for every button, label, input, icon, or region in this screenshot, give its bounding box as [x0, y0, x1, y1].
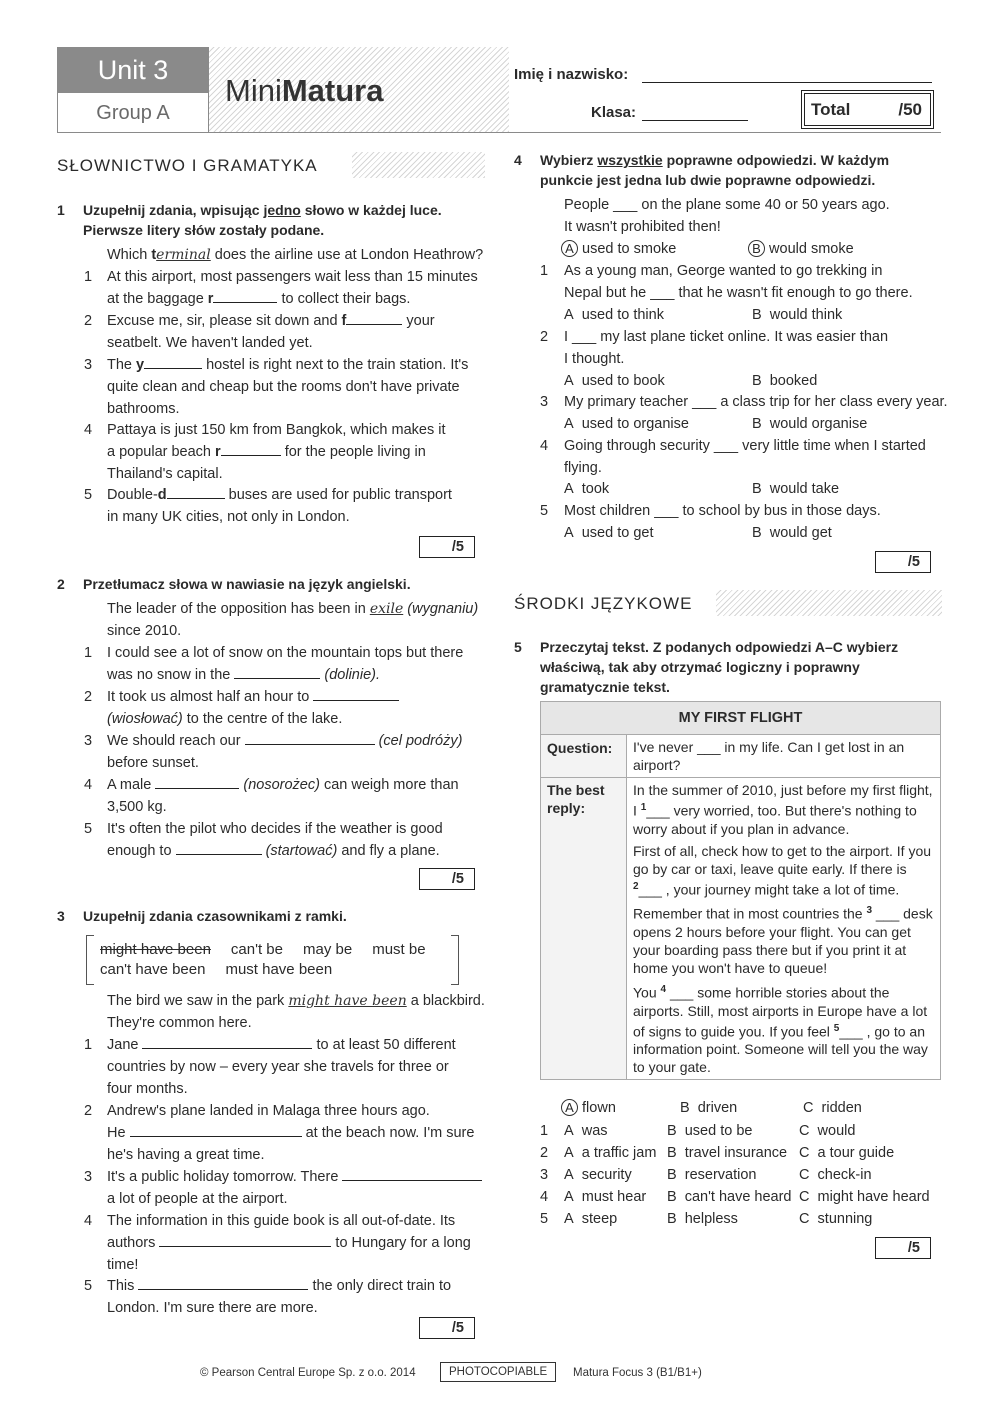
flight-table — [540, 701, 941, 1080]
ex5-example-opt-b: B driven — [680, 1100, 738, 1116]
ex1-item3: The y hostel is right next to the train station. It's quite clean and cheap but the rooms don't have private bathrooms. — [107, 357, 469, 417]
ex5-instruction: Przeczytaj tekst. Z podanych odpowiedzi A–C wybierz właściwą, tak aby otrzymać logiczny i poprawny gramatycznie tekst. — [540, 639, 899, 695]
ex1-item2-num: 2 — [84, 313, 93, 329]
ex1-instruction: Uzupełnij zdania, wpisując jedno słowo w każdej luce. Pierwsze litery słów zostały podane. — [83, 202, 442, 238]
brand-bold: Matura — [281, 73, 384, 108]
ex2-item1: I could see a lot of snow on the mountain tops but there was no snow in the (dolinie). — [107, 645, 464, 683]
ex3-item4: The information in this guide book is all out-of-date. Its authors to Hungary for a long time! — [107, 1213, 471, 1273]
ex4-item3-opt-a[interactable]: A used to organise — [564, 416, 689, 432]
ex4-item1-opt-a[interactable]: A used to think — [564, 307, 664, 323]
brand-title — [225, 73, 383, 109]
ex4-item2: I ___ my last plane ticket online. It was easier than I thought. — [564, 329, 889, 367]
name-label: Imię i nazwisko: — [514, 66, 629, 83]
ex5-item5-opt-a[interactable]: A steep — [564, 1211, 618, 1227]
ex3-item5-blank[interactable] — [138, 1276, 308, 1290]
ex5-item4-opt-b[interactable]: B can't have heard — [667, 1189, 792, 1205]
ex1-item3-blank[interactable] — [144, 355, 202, 369]
ex1-item2-blank[interactable] — [346, 311, 402, 325]
circled-answer: B — [748, 240, 765, 257]
ex1-item4-num: 4 — [84, 422, 93, 438]
class-label: Klasa: — [591, 104, 637, 121]
circled-answer: A — [561, 240, 578, 257]
ex4-item1: As a young man, George wanted to go trekking in Nepal but he ___ that he wasn't fit enough to go there. — [564, 263, 913, 301]
ex4-score: /5 — [875, 551, 931, 573]
ex3-item1-blank[interactable] — [142, 1035, 312, 1049]
name-field[interactable] — [642, 82, 932, 83]
ex1-item5-num: 5 — [84, 487, 93, 503]
ex5-item4-opt-c[interactable]: C might have heard — [799, 1189, 930, 1205]
ex4-item4-num: 4 — [540, 438, 549, 454]
ex3-score: /5 — [419, 1317, 475, 1339]
box-row2 — [100, 961, 332, 978]
total-box — [804, 93, 931, 126]
unit-badge: Unit 3 — [57, 47, 209, 93]
ex2-item2: It took us almost half an hour to (wiosłować) to the centre of the lake. — [107, 686, 492, 730]
ex1-item4: Pattaya is just 150 km from Bangkok, which makes it a popular beach r for the people living in Thailand's capital. — [107, 422, 446, 482]
ex1-item5: Double-d buses are used for public transport in many UK cities, not only in London. — [107, 487, 452, 525]
ex2-instruction: Przetłumacz słowa w nawiasie na język angielski. — [83, 576, 411, 592]
reply-paragraph: You $^4$ ___ some horrible stories about the airports. Still, most airports in Europe have a lot of signs to guide you. If you feel $^5$___ , go to an information point. Someone will tell you the way to your gate. — [633, 983, 928, 1076]
ex3-instruction: Uzupełnij zdania czasownikami z ramki. — [83, 908, 347, 924]
ex2-item5-blank[interactable] — [176, 841, 262, 855]
reply-text — [627, 778, 941, 1080]
group-label: Group A — [57, 93, 209, 133]
ex3-item2-num: 2 — [84, 1103, 93, 1119]
ex3-item2-blank[interactable] — [130, 1123, 302, 1137]
ex1-item2: Excuse me, sir, please sit down and f your seatbelt. We haven't landed yet. — [107, 313, 435, 351]
ex2-score: /5 — [419, 868, 475, 890]
reply-paragraph: In the summer of 2010, just before my first flight, I $^1$___ very worried, too. But there's nothing to worry about if you plan in advance. — [633, 782, 933, 837]
ex3-item3-blank[interactable] — [342, 1167, 482, 1181]
ex2-item3-num: 3 — [84, 733, 93, 749]
ex1-item1: At this airport, most passengers wait less than 15 minutes at the baggage r to collect their bags. — [107, 269, 478, 307]
header-rule — [209, 132, 941, 133]
ex2-item2-blank[interactable] — [313, 687, 399, 701]
ex5-number: 5 — [514, 639, 522, 655]
table-title: MY FIRST FLIGHT — [541, 702, 941, 735]
brand-light: Mini — [225, 73, 282, 108]
ex5-item-num: 1 — [540, 1123, 549, 1139]
ex3-item3-num: 3 — [84, 1169, 93, 1185]
ex3-item1: Jane to at least 50 different countries by now – every year she travels for three or four months. — [107, 1037, 456, 1097]
question-text: I've never ___ in my life. Can I get lost in an airport? — [627, 735, 941, 778]
ex1-item4-blank[interactable] — [221, 442, 281, 456]
ex5-item-num: 2 — [540, 1145, 549, 1161]
ex4-item4-opt-b[interactable]: B would take — [752, 481, 840, 497]
ex2-item4-blank[interactable] — [155, 775, 239, 789]
ex2-number: 2 — [57, 576, 65, 592]
ex3-example: The bird we saw in the park might have been a blackbird. They're common here. — [107, 993, 485, 1031]
ex3-item1-num: 1 — [84, 1037, 93, 1053]
box-word: can't have been — [100, 961, 206, 978]
ex5-item3-opt-c[interactable]: C check-in — [799, 1167, 872, 1183]
ex4-item3: My primary teacher ___ a class trip for her class every year. — [564, 394, 948, 410]
ex5-item3-opt-b[interactable]: B reservation — [667, 1167, 757, 1183]
ex3-item5: This the only direct train to London. I'm sure there are more. — [107, 1278, 452, 1316]
ex5-example-opt-a: A flown — [561, 1097, 616, 1119]
ex4-item5: Most children ___ to school by bus in those days. — [564, 503, 881, 519]
ex1-item1-num: 1 — [84, 269, 93, 285]
ex5-item-num: 4 — [540, 1189, 549, 1205]
ex2-item2-num: 2 — [84, 689, 93, 705]
ex4-item2-num: 2 — [540, 329, 549, 345]
ex3-item4-blank[interactable] — [159, 1233, 331, 1247]
ex4-item4-opt-a[interactable]: A took — [564, 481, 610, 497]
total-value: /50 — [898, 100, 922, 119]
box-word: may be — [303, 941, 353, 958]
ex5-item2-opt-b[interactable]: B travel insurance — [667, 1145, 788, 1161]
section-hatch — [352, 152, 485, 178]
ex3-item3: It's a public holiday tomorrow. There a lot of people at the airport. — [107, 1166, 492, 1210]
book-title: Matura Focus 3 (B1/B1+) — [573, 1367, 702, 1379]
ex2-item5: It's often the pilot who decides if the weather is good enough to (startować) and fly a plane. — [107, 821, 443, 859]
ex2-item5-num: 5 — [84, 821, 93, 837]
ex4-item4: Going through security ___ very little time when I started flying. — [564, 438, 926, 476]
question-label: Question: — [541, 735, 627, 778]
ex4-item5-opt-b[interactable]: B would get — [752, 525, 832, 541]
box-word: must have been — [225, 961, 333, 978]
ex5-example-opt-c: C ridden — [803, 1100, 862, 1116]
ex1-item3-num: 3 — [84, 357, 93, 373]
ex2-item3: We should reach our (cel podróży) before sunset. — [107, 733, 463, 771]
ex5-item1-opt-c[interactable]: C would — [799, 1123, 856, 1139]
circled-answer: A — [561, 1099, 578, 1116]
ex4-item1-opt-b[interactable]: B would think — [752, 307, 843, 323]
ex4-item5-num: 5 — [540, 503, 549, 519]
ex4-item2-opt-a[interactable]: A used to book — [564, 373, 665, 389]
ex3-word-box — [86, 935, 459, 985]
ex5-item2-opt-c[interactable]: C a tour guide — [799, 1145, 895, 1161]
reply-label: The best reply: — [541, 778, 627, 1080]
ex4-item1-num: 1 — [540, 263, 549, 279]
ex4-item5-opt-a[interactable]: A used to get — [564, 525, 654, 541]
ex2-item1-blank[interactable] — [234, 665, 320, 679]
ex5-item-num: 5 — [540, 1211, 549, 1227]
ex5-item1-opt-b[interactable]: B used to be — [667, 1123, 753, 1139]
ex3-number: 3 — [57, 908, 65, 924]
total-label: Total — [811, 100, 851, 119]
ex4-instruction: Wybierz wszystkie poprawne odpowiedzi. W każdym punkcie jest jedna lub dwie poprawne odpowiedzi. — [540, 152, 890, 188]
ex4-item2-opt-b[interactable]: B booked — [752, 373, 818, 389]
ex5-item5-opt-b[interactable]: B helpless — [667, 1211, 738, 1227]
reply-paragraph: First of all, check how to get to the airport. If you go by car or taxi, leave quite early. If there is $^2$___ , your journey might take a lot of time. — [633, 842, 932, 898]
box-bracket-left — [86, 935, 94, 985]
ex4-example: People ___ on the plane some 40 or 50 years ago. It wasn't prohibited then! — [564, 197, 890, 235]
section-title-language: ŚRODKI JĘZYKOWE — [514, 594, 693, 613]
ex3-item4-num: 4 — [84, 1213, 93, 1229]
ex1-item1-blank[interactable] — [213, 289, 277, 303]
ex2-item1-num: 1 — [84, 645, 93, 661]
photocopiable-badge: PHOTOCOPIABLE — [440, 1362, 556, 1382]
ex2-example: The leader of the opposition has been in exile (wygnaniu) since 2010. — [107, 601, 479, 639]
ex5-item5-opt-c[interactable]: C stunning — [799, 1211, 873, 1227]
ex4-number: 4 — [514, 152, 522, 168]
ex4-example-opt-b: B would smoke — [748, 238, 854, 260]
ex1-item5-blank[interactable] — [167, 485, 225, 499]
section-title-vocab: SŁOWNICTWO I GRAMATYKA — [57, 156, 318, 175]
ex5-score: /5 — [875, 1237, 931, 1259]
box-word: must be — [372, 941, 426, 958]
ex5-item-num: 3 — [540, 1167, 549, 1183]
section-hatch — [716, 590, 942, 616]
ex4-item3-num: 3 — [540, 394, 549, 410]
ex1-example: Which terminal does the airline use at London Heathrow? — [107, 247, 484, 263]
ex2-item4: A male (nosorożec) can weigh more than 3,500 kg. — [107, 777, 459, 815]
ex4-example-opt-a: A used to smoke — [561, 238, 676, 260]
box-row1 — [100, 941, 426, 958]
box-word: can't be — [230, 941, 283, 958]
ex3-item5-num: 5 — [84, 1278, 93, 1294]
box-bracket-right — [451, 935, 459, 985]
ex5-item3-opt-a[interactable]: A security — [564, 1167, 632, 1183]
ex2-item4-num: 4 — [84, 777, 93, 793]
ex3-item2: Andrew's plane landed in Malaga three hours ago. He at the beach now. I'm sure he's having a great time. — [107, 1103, 475, 1163]
ex1-score: /5 — [419, 536, 475, 558]
reply-paragraph: Remember that in most countries the $^3$ ___ desk opens 2 hours before your flight. You can get your boarding pass there but if you print it at home you won't have to queue! — [633, 905, 933, 976]
ex2-item3-blank[interactable] — [245, 731, 375, 745]
ex5-item2-opt-a[interactable]: A a traffic jam — [564, 1145, 657, 1161]
ex5-item1-opt-a[interactable]: A was — [564, 1123, 608, 1139]
class-field[interactable] — [642, 120, 748, 121]
copyright: © Pearson Central Europe Sp. z o.o. 2014 — [200, 1367, 416, 1379]
box-word: might have been — [100, 941, 211, 958]
ex4-item3-opt-b[interactable]: B would organise — [752, 416, 868, 432]
ex1-number: 1 — [57, 202, 65, 218]
ex5-item4-opt-a[interactable]: A must hear — [564, 1189, 647, 1205]
